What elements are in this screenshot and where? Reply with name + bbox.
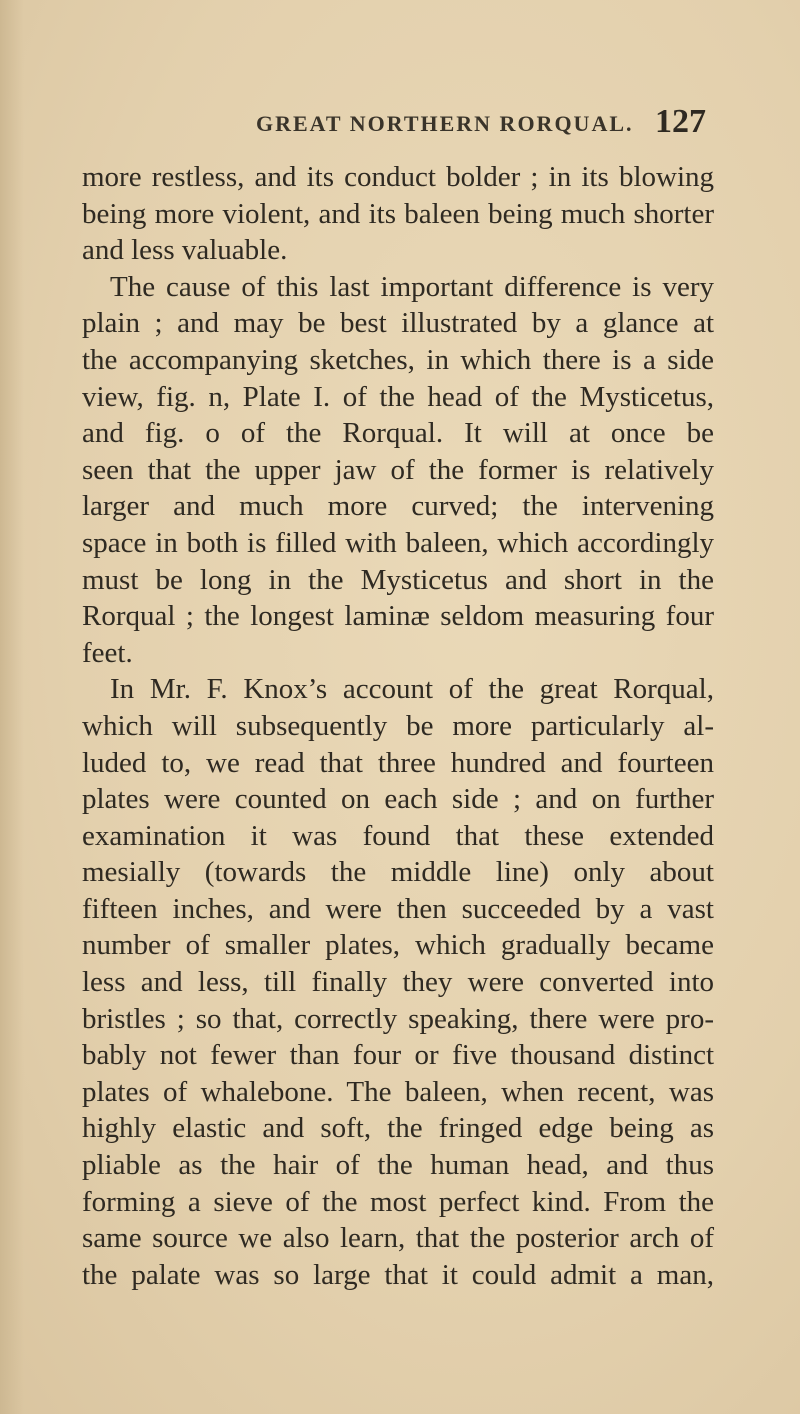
text-line: more restless, and its conduct bolder ; in its blowing xyxy=(82,161,714,193)
text-line: space in both is filled with baleen, which accordingly xyxy=(82,526,714,559)
text-line: and fig. o of the Rorqual. It will at once be xyxy=(82,417,714,450)
text-line: the accompanying sketches, in which there is a side xyxy=(82,343,714,376)
body-text xyxy=(82,159,714,1293)
text-line: examination it was found that these extended xyxy=(82,819,714,852)
text-line: bably not fewer than four or five thousand distinct xyxy=(82,1039,714,1072)
text-line: the palate was so large that it could admit a man, xyxy=(82,1258,714,1291)
text-line: number of smaller plates, which gradually became xyxy=(82,929,714,962)
text-line: must be long in the Mysticetus and short in the xyxy=(82,563,714,596)
text-line: mesially (towards the middle line) only about xyxy=(82,856,714,889)
text-line: seen that the upper jaw of the former is relatively xyxy=(82,453,714,486)
text-line: Rorqual ; the longest laminæ seldom measuring four xyxy=(82,600,714,633)
page-edge-shadow xyxy=(0,0,24,1414)
text-line: plates of whalebone. The baleen, when recent, was xyxy=(82,1075,714,1108)
text-line: plates were counted on each side ; and on further xyxy=(82,783,714,816)
text-line: feet. xyxy=(82,636,133,669)
text-line: which will subsequently be more particularly al- xyxy=(82,709,714,742)
paragraph-first-line: In Mr. F. Knox’s account of the great Rorqual, xyxy=(110,673,714,706)
text-line: luded to, we read that three hundred and fourteen xyxy=(82,746,714,779)
text-line: bristles ; so that, correctly speaking, there were pro- xyxy=(82,1002,714,1035)
page-number: 127 xyxy=(655,103,706,140)
text-line: forming a sieve of the most perfect kind. From the xyxy=(82,1185,714,1218)
paragraph-first-line: The cause of this last important difference is very xyxy=(110,270,714,303)
text-line: view, fig. n, Plate I. of the head of the Mysticetus, xyxy=(82,380,714,413)
running-header xyxy=(0,103,800,143)
text-line: same source we also learn, that the posterior arch of xyxy=(82,1222,714,1255)
text-line: fifteen inches, and were then succeeded by a vast xyxy=(82,892,714,925)
text-line: being more violent, and its baleen being much shorter xyxy=(82,197,714,230)
text-line: highly elastic and soft, the fringed edge being as xyxy=(82,1112,714,1145)
text-line: less and less, till finally they were converted into xyxy=(82,966,714,999)
text-line: plain ; and may be best illustrated by a glance at xyxy=(82,307,714,340)
running-title: GREAT NORTHERN RORQUAL. xyxy=(256,111,634,136)
text-line: and less valuable. xyxy=(82,234,288,267)
text-line: pliable as the hair of the human head, and thus xyxy=(82,1149,714,1182)
text-line: larger and much more curved; the intervening xyxy=(82,490,714,523)
